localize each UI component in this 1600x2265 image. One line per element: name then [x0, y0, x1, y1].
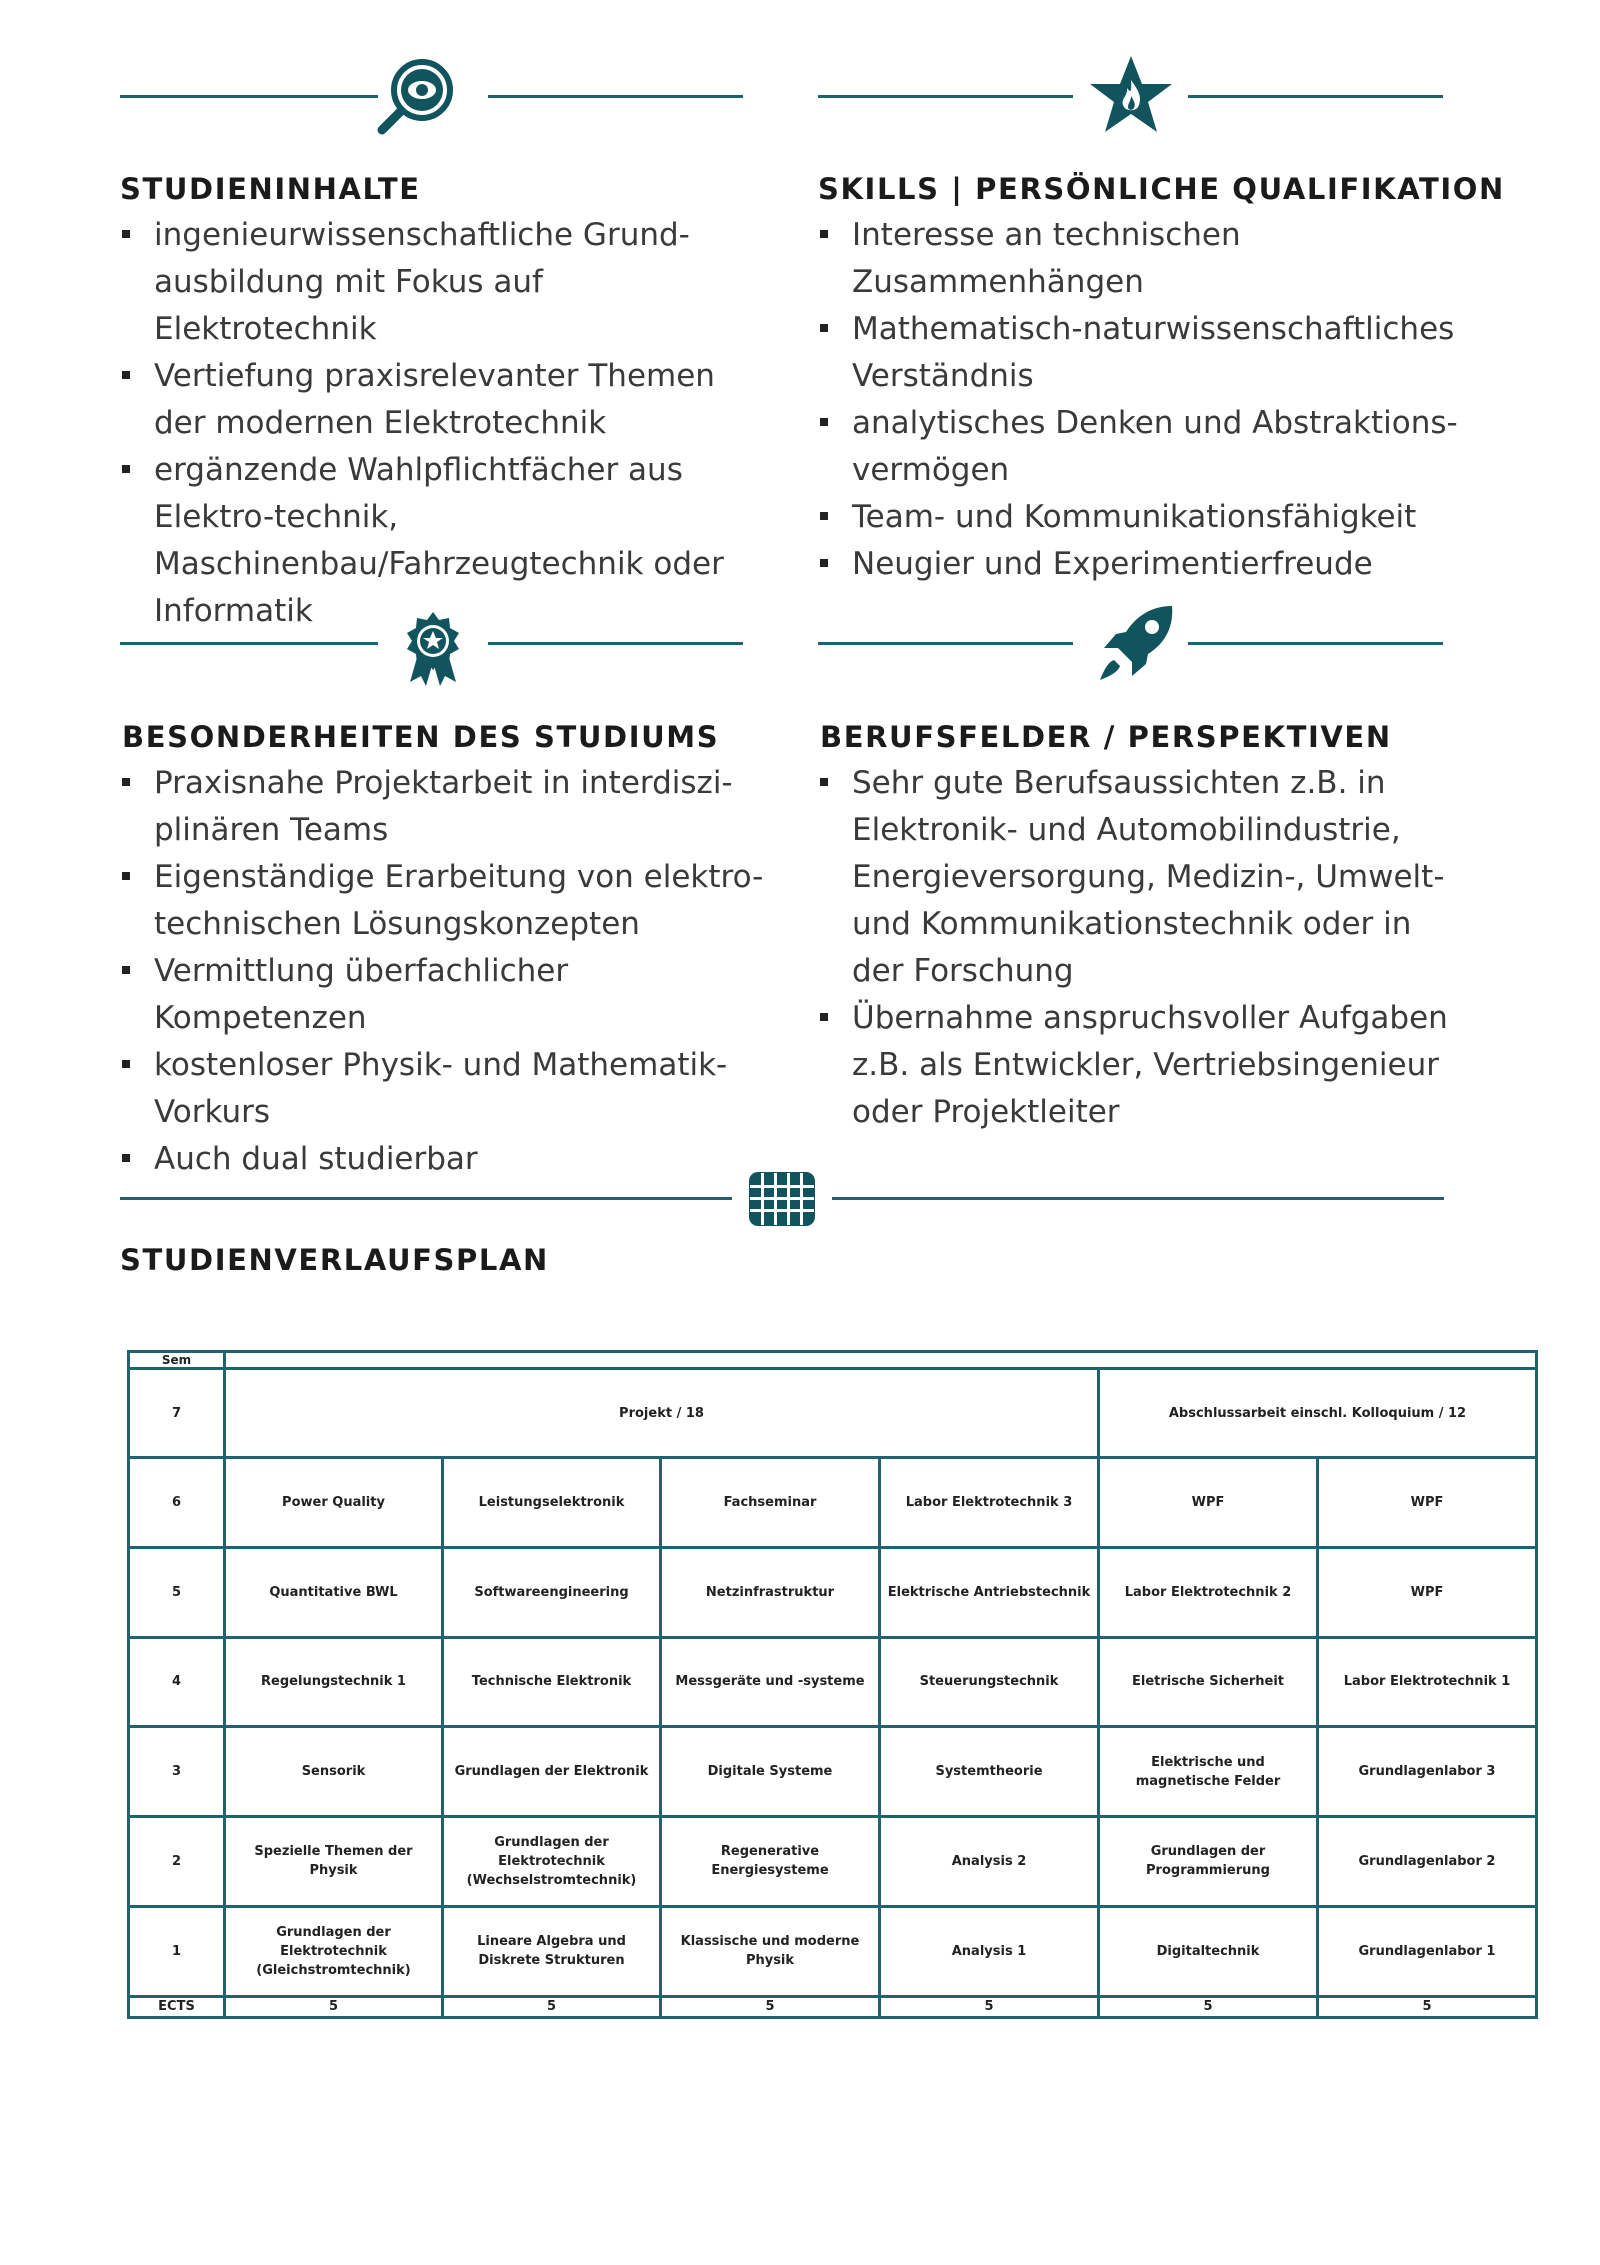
list-item: Eigenständige Erarbeitung von elektro-technischen Lösungskonzepten: [120, 854, 770, 948]
semester-number: 2: [129, 1817, 225, 1907]
module-cell: Softwareengineering: [443, 1547, 661, 1637]
bullet-list: [818, 212, 1468, 588]
list-item: Übernahme anspruchsvoller Aufgaben z.B. als Entwickler, Vertriebsingenieur oder Projektleiter: [818, 995, 1458, 1136]
module-cell: Digitaltechnik: [1099, 1906, 1318, 1996]
table-row: [129, 1458, 1537, 1548]
semester-number: 5: [129, 1547, 225, 1637]
list-item: Vermittlung überfachlicher Kompetenzen: [120, 948, 770, 1042]
magnifier-eye-icon: [370, 50, 460, 140]
bullet-list: [120, 760, 770, 1183]
module-cell: Labor Elektrotechnik 3: [880, 1458, 1099, 1548]
divider-line-left: [818, 95, 1073, 98]
module-cell: Elektrische und magnetische Felder: [1099, 1727, 1318, 1817]
table-row: [129, 1727, 1537, 1817]
module-cell: Systemtheorie: [880, 1727, 1099, 1817]
ects-value: 5: [880, 1996, 1099, 2017]
divider-line-left: [120, 642, 378, 645]
table-row: [129, 1369, 1537, 1458]
study-plan-table: [127, 1350, 1535, 2019]
module-cell: Regelungstechnik 1: [225, 1637, 443, 1727]
bullet-list: [120, 212, 760, 635]
divider-line-left: [120, 1197, 732, 1200]
module-cell: Quantitative BWL: [225, 1547, 443, 1637]
ects-value: 5: [1099, 1996, 1318, 2017]
section-title: STUDIENINHALTE: [120, 172, 421, 206]
list-item: Team- und Kommunikationsfähigkeit: [818, 494, 1468, 541]
semester-number: 6: [129, 1458, 225, 1548]
module-cell: Labor Elektrotechnik 2: [1099, 1547, 1318, 1637]
list-item: Interesse an technischen Zusammenhängen: [818, 212, 1468, 306]
module-cell: Leistungselektronik: [443, 1458, 661, 1548]
list-item: Mathematisch-naturwissenschaftliches Verständnis: [818, 306, 1468, 400]
module-cell: Grundlagenlabor 3: [1318, 1727, 1537, 1817]
module-cell: Fachseminar: [661, 1458, 880, 1548]
module-cell: Grundlagen der Programmierung: [1099, 1817, 1318, 1907]
module-cell: Lineare Algebra und Diskrete Strukturen: [443, 1906, 661, 1996]
module-cell: Spezielle Themen der Physik: [225, 1817, 443, 1907]
divider-line-left: [818, 642, 1073, 645]
module-cell: Elektrische Antriebstechnik: [880, 1547, 1099, 1637]
module-cell: WPF: [1099, 1458, 1318, 1548]
rocket-icon: [1090, 600, 1180, 690]
list-item: Neugier und Experimentierfreude: [818, 541, 1468, 588]
table-row: [129, 1906, 1537, 1996]
module-cell: WPF: [1318, 1458, 1537, 1548]
list-item: ergänzende Wahlpflichtfächer aus Elektro-technik, Maschinenbau/Fahrzeugtechnik oder Informatik: [120, 447, 760, 635]
module-cell: Eletrische Sicherheit: [1099, 1637, 1318, 1727]
table-row: [129, 1637, 1537, 1727]
section-title: BERUFSFELDER / PERSPEKTIVEN: [820, 720, 1392, 754]
star-flame-icon: [1086, 52, 1176, 142]
module-cell: Digitale Systeme: [661, 1727, 880, 1817]
divider-line-right: [1188, 642, 1443, 645]
module-cell: Power Quality: [225, 1458, 443, 1548]
award-badge-icon: [388, 604, 478, 694]
semester-number: 7: [129, 1369, 225, 1458]
module-cell: Grundlagen der Elektronik: [443, 1727, 661, 1817]
semester-header: Sem: [129, 1352, 225, 1369]
semester-number: 1: [129, 1906, 225, 1996]
bullet-list: [818, 760, 1458, 1136]
ects-value: 5: [225, 1996, 443, 2017]
module-cell: Sensorik: [225, 1727, 443, 1817]
list-item: Sehr gute Berufsaussichten z.B. in Elektronik- und Automobilindustrie, Energieversorgung, Medizin-, Umwelt- und Kommunikationstechnik oder in der Forschung: [818, 760, 1458, 995]
list-item: Auch dual studierbar: [120, 1136, 770, 1183]
module-cell: Grundlagen der Elektrotechnik (Gleichstromtechnik): [225, 1906, 443, 1996]
module-cell: Technische Elektronik: [443, 1637, 661, 1727]
module-cell: Grundlagenlabor 1: [1318, 1906, 1537, 1996]
list-item: kostenloser Physik- und Mathematik-Vorkurs: [120, 1042, 770, 1136]
module-cell: Regenerative Energiesysteme: [661, 1817, 880, 1907]
ects-value: 5: [1318, 1996, 1537, 2017]
module-cell: WPF: [1318, 1547, 1537, 1637]
list-item: ingenieurwissenschaftliche Grund-ausbildung mit Fokus auf Elektrotechnik: [120, 212, 760, 353]
module-cell: Analysis 2: [880, 1817, 1099, 1907]
divider-line-right: [488, 642, 743, 645]
ects-label: ECTS: [129, 1996, 225, 2017]
table-row: [129, 1547, 1537, 1637]
list-item: Vertiefung praxisrelevanter Themen der modernen Elektrotechnik: [120, 353, 760, 447]
module-cell: Grundlagen der Elektrotechnik (Wechselstromtechnik): [443, 1817, 661, 1907]
module-cell: Klassische und moderne Physik: [661, 1906, 880, 1996]
module-cell: Netzinfrastruktur: [661, 1547, 880, 1637]
ects-value: 5: [443, 1996, 661, 2017]
module-cell: Messgeräte und -systeme: [661, 1637, 880, 1727]
table-header-row: [129, 1352, 1537, 1369]
divider-line-right: [832, 1197, 1444, 1200]
section-title: BESONDERHEITEN DES STUDIUMS: [122, 720, 720, 754]
divider-line-right: [1188, 95, 1443, 98]
divider-line-right: [488, 95, 743, 98]
thesis-cell: Abschlussarbeit einschl. Kolloquium / 12: [1099, 1369, 1537, 1458]
table-row: [129, 1817, 1537, 1907]
project-cell: Projekt / 18: [225, 1369, 1099, 1458]
divider-line-left: [120, 95, 378, 98]
grid-icon: [737, 1153, 827, 1243]
module-cell: Labor Elektrotechnik 1: [1318, 1637, 1537, 1727]
header-spacer: [225, 1352, 1537, 1369]
section-title: SKILLS | PERSÖNLICHE QUALIFIKATION: [818, 172, 1505, 206]
semester-number: 3: [129, 1727, 225, 1817]
ects-value: 5: [661, 1996, 880, 2017]
section-title: STUDIENVERLAUFSPLAN: [120, 1243, 549, 1277]
module-cell: Grundlagenlabor 2: [1318, 1817, 1537, 1907]
semester-number: 4: [129, 1637, 225, 1727]
module-cell: Analysis 1: [880, 1906, 1099, 1996]
ects-row: [129, 1996, 1537, 2017]
module-cell: Steuerungstechnik: [880, 1637, 1099, 1727]
list-item: Praxisnahe Projektarbeit in interdiszi-plinären Teams: [120, 760, 770, 854]
list-item: analytisches Denken und Abstraktions-vermögen: [818, 400, 1468, 494]
